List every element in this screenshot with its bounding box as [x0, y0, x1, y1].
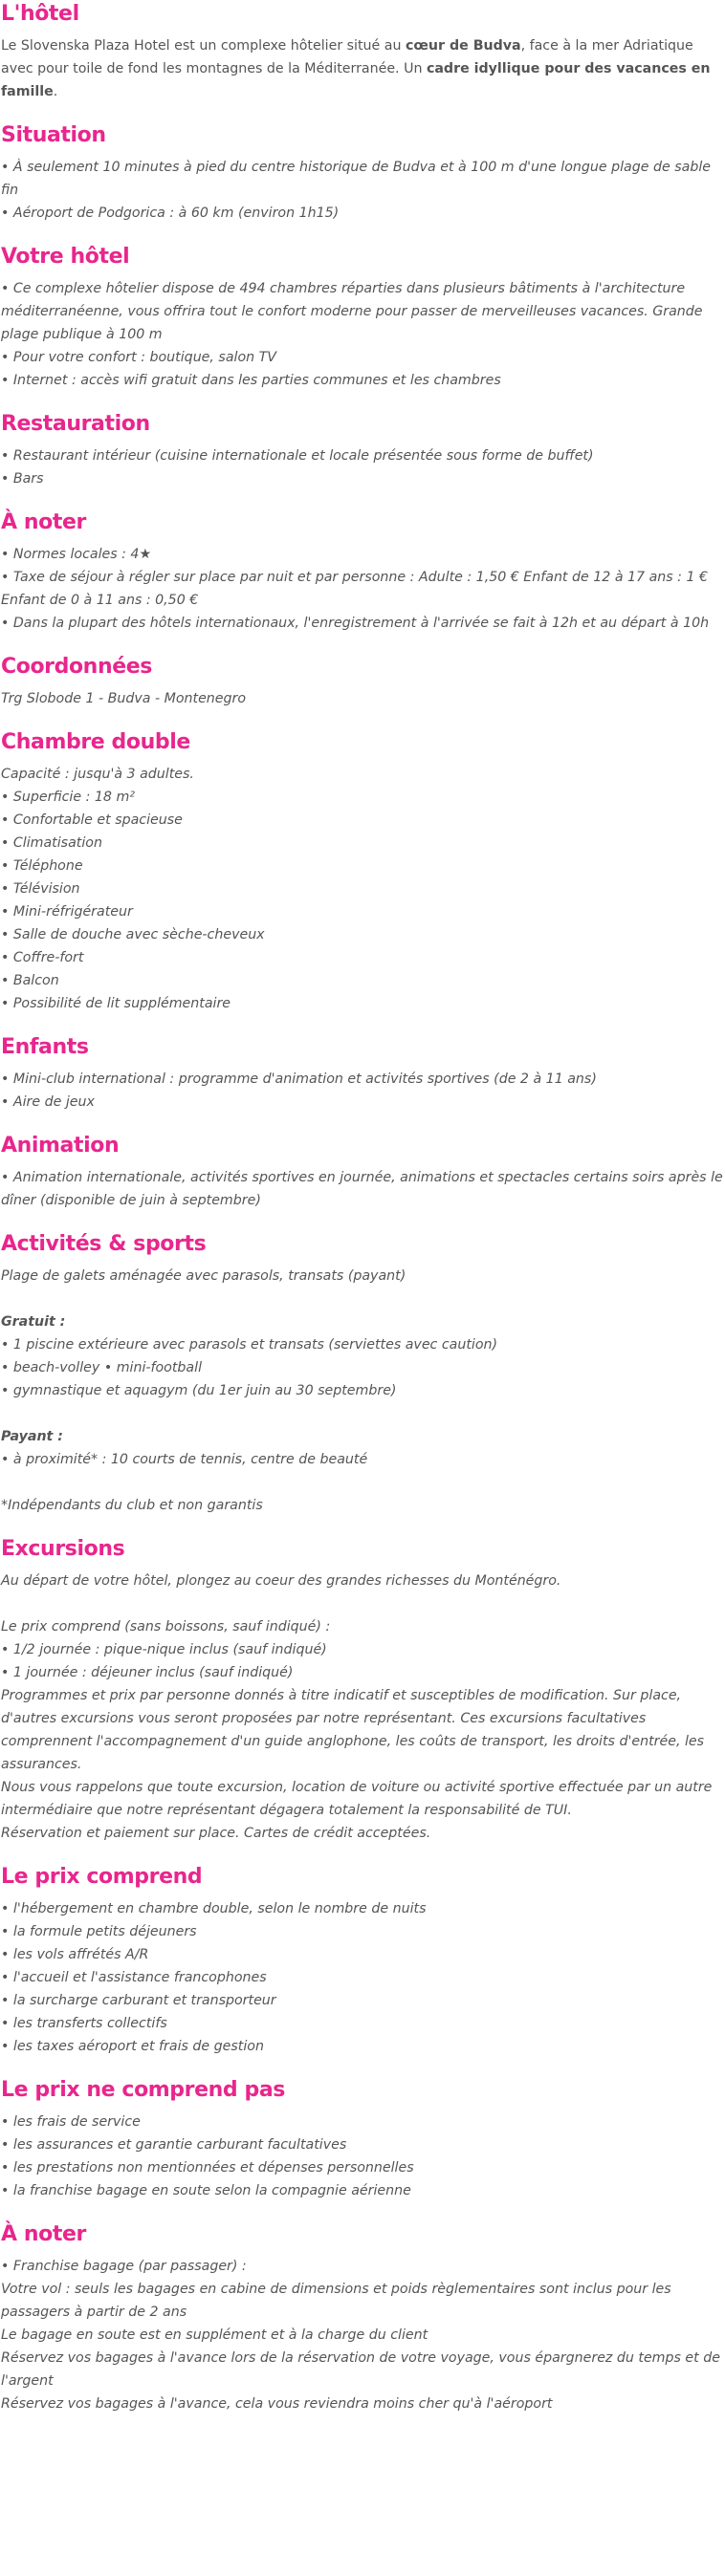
list-item: • la franchise bagage en soute selon la compagnie aérienne — [1, 2183, 411, 2198]
section-title-hotel: L'hôtel — [1, 2, 79, 26]
hotel-intro — [1, 34, 725, 103]
section-title-enfants: Enfants — [1, 1035, 89, 1059]
list-item: • Coffre-fort — [1, 950, 84, 965]
situation-list — [1, 156, 725, 225]
section-activites — [1, 1230, 725, 1517]
section-title-a-noter: À noter — [1, 510, 86, 534]
section-excursions — [1, 1535, 725, 1845]
coordonnees-text — [1, 687, 725, 710]
activites-footnote: *Indépendants du club et non garantis — [1, 1498, 263, 1513]
section-coordonnees — [1, 653, 725, 710]
list-item: • Mini-réfrigérateur — [1, 904, 133, 920]
list-item: • 1 piscine extérieure avec parasols et transats (serviettes avec caution) — [1, 1337, 498, 1353]
section-situation — [1, 121, 725, 225]
activites-content — [1, 1265, 725, 1517]
list-item: • Internet : accès wifi gratuit dans les parties communes et les chambres — [1, 373, 501, 388]
section-title-prix-comprend: Le prix comprend — [1, 1865, 203, 1889]
list-item: • Balcon — [1, 973, 59, 988]
section-a-noter-bagages — [1, 2220, 725, 2415]
hotel-intro-text-2: , face à la mer Adriatique avec pour toile de fond les montagnes de la Méditerranée. Un — [1, 38, 693, 76]
list-item: • Taxe de séjour à régler sur place par nuit et par personne : Adulte : 1,50 € Enfant de 12 à 17 ans : 1 € Enfant de 0 à 11 ans : 0,50 € — [1, 570, 709, 608]
list-item: • la formule petits déjeuners — [1, 1924, 197, 1939]
section-animation — [1, 1132, 725, 1212]
animation-list — [1, 1166, 725, 1212]
activites-intro: Plage de galets aménagée avec parasols, transats (payant) — [1, 1268, 406, 1284]
hotel-intro-bold-2: cadre idyllique pour des vacances en famille — [1, 61, 711, 99]
list-item: • À seulement 10 minutes à pied du centre historique de Budva et à 100 m d'une longue plage de sable fin — [1, 160, 711, 198]
list-item: • Mini-club international : programme d'animation et activités sportives (de 2 à 11 ans) — [1, 1072, 597, 1087]
list-item: • l'hébergement en chambre double, selon le nombre de nuits — [1, 1901, 427, 1916]
list-item: • Téléphone — [1, 858, 83, 874]
votre-hotel-list — [1, 277, 725, 392]
list-item: • à proximité* : 10 courts de tennis, centre de beauté — [1, 1452, 368, 1467]
section-title-prix-ne-comprend-pas: Le prix ne comprend pas — [1, 2078, 285, 2102]
list-item: • la surcharge carburant et transporteur — [1, 1993, 276, 2008]
excursions-content — [1, 1569, 725, 1845]
list-item: Capacité : jusqu'à 3 adultes. — [1, 767, 194, 782]
hotel-intro-bold-1: cœur de Budva — [406, 38, 521, 54]
a-noter-bagages-list — [1, 2255, 725, 2415]
section-title-coordonnees: Coordonnées — [1, 655, 152, 679]
section-title-votre-hotel: Votre hôtel — [1, 245, 130, 269]
list-item: • Normes locales : 4★ — [1, 547, 152, 562]
excursions-intro: Au départ de votre hôtel, plongez au coeur des grandes richesses du Monténégro. — [1, 1573, 561, 1589]
section-prix-ne-comprend-pas — [1, 2076, 725, 2202]
hotel-intro-text-1: Le Slovenska Plaza Hotel est un complexe hôtelier situé au — [1, 38, 406, 54]
section-title-excursions: Excursions — [1, 1537, 125, 1561]
list-item: • Ce complexe hôtelier dispose de 494 chambres réparties dans plusieurs bâtiments à l'architecture méditerranéenne, vous offrira tout le confort moderne pour passer de merveilleuses vacances. Grande plage publique à 100 m — [1, 281, 703, 342]
list-item: • les transferts collectifs — [1, 2016, 167, 2031]
list-item: Réservez vos bagages à l'avance, cela vous reviendra moins cher qu'à l'aéroport — [1, 2396, 553, 2412]
section-hotel — [1, 0, 725, 103]
prix-comprend-list — [1, 1897, 725, 2058]
list-item: • gymnastique et aquagym (du 1er juin au 30 septembre) — [1, 1383, 397, 1398]
section-title-situation: Situation — [1, 123, 106, 147]
list-item: • Salle de douche avec sèche-cheveux — [1, 927, 265, 942]
list-item: • Télévision — [1, 881, 80, 897]
list-item: Réservation et paiement sur place. Cartes de crédit acceptées. — [1, 1826, 431, 1841]
list-item: • Restaurant intérieur (cuisine internationale et locale présentée sous forme de buffet) — [1, 448, 594, 464]
list-item: Nous vous rappelons que toute excursion, location de voiture ou activité sportive effectuée par un autre intermédiaire que notre représentant dégagera totalement la responsabilité de TUI. — [1, 1780, 713, 1818]
enfants-list — [1, 1068, 725, 1114]
list-item: • Aéroport de Podgorica : à 60 km (environ 1h15) — [1, 206, 340, 221]
section-a-noter — [1, 509, 725, 635]
list-item: • Aire de jeux — [1, 1094, 95, 1110]
section-votre-hotel — [1, 243, 725, 392]
list-item: Le bagage en soute est en supplément et à la charge du client — [1, 2327, 428, 2343]
a-noter-list — [1, 543, 725, 635]
list-item: • les frais de service — [1, 2114, 141, 2130]
section-chambre-double — [1, 728, 725, 1015]
list-item: • 1 journée : déjeuner inclus (sauf indiqué) — [1, 1665, 294, 1680]
list-item: • Possibilité de lit supplémentaire — [1, 996, 231, 1011]
list-item: • les vols affrétés A/R — [1, 1947, 149, 1962]
section-title-animation: Animation — [1, 1134, 120, 1158]
section-enfants — [1, 1033, 725, 1114]
chambre-double-list — [1, 763, 725, 1015]
list-item: Réservez vos bagages à l'avance lors de la réservation de votre voyage, vous épargnerez du temps et de l'argent — [1, 2350, 720, 2389]
list-item: • les prestations non mentionnées et dépenses personnelles — [1, 2160, 414, 2176]
payant-label: Payant : — [1, 1429, 63, 1444]
list-item: • Superficie : 18 m² — [1, 790, 135, 805]
list-item: • 1/2 journée : pique-nique inclus (sauf indiqué) — [1, 1642, 327, 1657]
section-title-restauration: Restauration — [1, 412, 150, 436]
list-item: • les assurances et garantie carburant facultatives — [1, 2137, 347, 2153]
list-item: • Pour votre confort : boutique, salon TV — [1, 350, 277, 365]
section-restauration — [1, 410, 725, 490]
prix-ne-comprend-pas-list — [1, 2111, 725, 2202]
section-title-a-noter-bagages: À noter — [1, 2222, 86, 2246]
list-item: • Animation internationale, activités sportives en journée, animations et spectacles certains soirs après le dîner (disponible de juin à septembre) — [1, 1170, 723, 1208]
hotel-intro-text-3: . — [53, 84, 58, 99]
list-item: • les taxes aéroport et frais de gestion — [1, 2039, 264, 2054]
list-item: • Climatisation — [1, 835, 102, 851]
list-item: • Confortable et spacieuse — [1, 812, 183, 828]
list-item: • beach-volley • mini-football — [1, 1360, 203, 1375]
gratuit-label: Gratuit : — [1, 1314, 66, 1330]
list-item: • Dans la plupart des hôtels internationaux, l'enregistrement à l'arrivée se fait à 12h et au départ à 10h — [1, 616, 710, 631]
section-title-activites: Activités & sports — [1, 1232, 207, 1256]
address: Trg Slobode 1 - Budva - Montenegro — [1, 691, 247, 706]
list-item: Le prix comprend (sans boissons, sauf indiqué) : — [1, 1619, 331, 1634]
list-item: • l'accueil et l'assistance francophones — [1, 1970, 267, 1985]
list-item: • Bars — [1, 471, 44, 487]
list-item: • Franchise bagage (par passager) : — [1, 2259, 247, 2274]
restauration-list — [1, 444, 725, 490]
list-item: Programmes et prix par personne donnés à titre indicatif et susceptibles de modification. Sur place, d'autres excursions vous seront proposées par notre représentant. Ces excursions facultatives comprennent l'accompagnement d'un guide anglophone, les coûts de transport, les droits d'entrée, les assurances. — [1, 1688, 705, 1772]
section-prix-comprend — [1, 1863, 725, 2058]
section-title-chambre-double: Chambre double — [1, 730, 190, 754]
list-item: Votre vol : seuls les bagages en cabine de dimensions et poids règlementaires sont inclus pour les passagers à partir de 2 ans — [1, 2282, 671, 2320]
